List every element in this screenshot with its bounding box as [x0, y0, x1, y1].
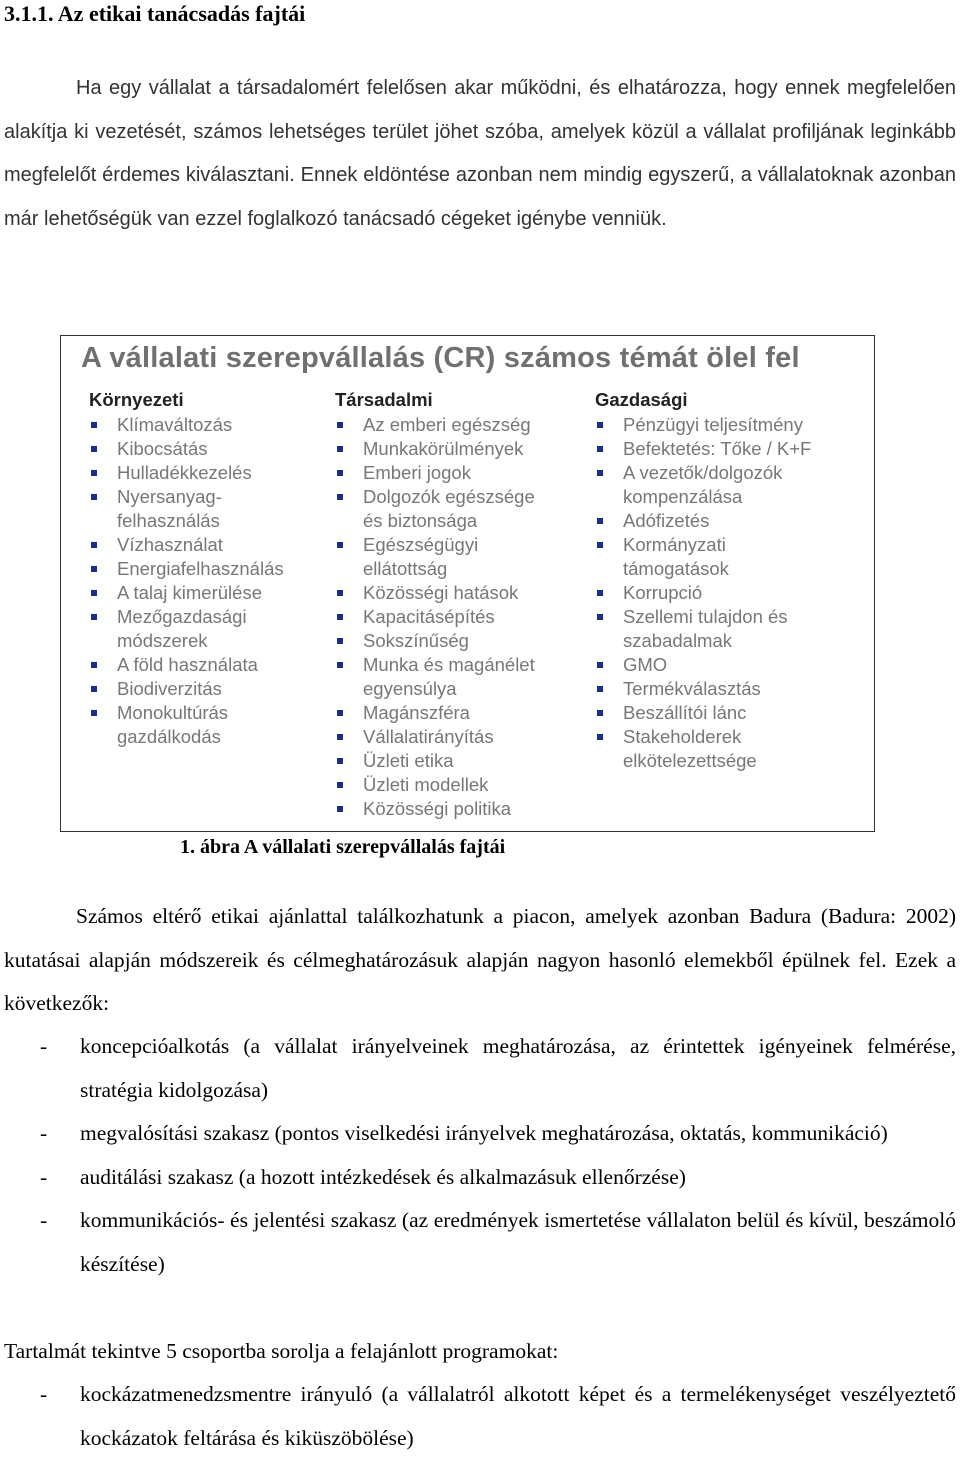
figure-list-item	[335, 461, 535, 485]
square-bullet-icon	[337, 590, 343, 596]
square-bullet-icon	[597, 662, 603, 668]
square-bullet-icon	[91, 422, 97, 428]
dash-marker: -	[40, 1382, 48, 1406]
figure-list-item	[595, 605, 811, 653]
square-bullet-icon	[597, 422, 603, 428]
figure-list-item	[595, 677, 811, 701]
intro-paragraph-text: Ha egy vállalat a társadalomért felelősen akar működni, és elhatározza, hogy ennek megfelelően alakítja ki vezetését, számos lehetséges terület jöhet szóba, amelyek közül a vállalat profiljának leginkább megfelelőt érdemes kiválasztani. Ennek eldöntése azonban nem mindig egyszerű, a vállalatoknak azonban már lehetőségük van ezzel foglalkozó tanácsadó cégeket igénybe venniük.	[4, 77, 956, 230]
figure-list-item	[335, 485, 535, 533]
figure-list-item	[335, 701, 535, 725]
square-bullet-icon	[337, 734, 343, 740]
figure-list-item	[335, 749, 535, 773]
figure-list-item-text: és biztonsága	[363, 510, 478, 531]
figure-list-item	[335, 653, 535, 701]
figure-list-item	[335, 725, 535, 749]
column-heading: Társadalmi	[335, 389, 433, 410]
figure-list-item-text: Dolgozók egészsége	[363, 486, 535, 507]
groups-list	[4, 1373, 956, 1460]
square-bullet-icon	[337, 638, 343, 644]
square-bullet-icon	[597, 734, 603, 740]
list-item-text: kockázatmenedzsmentre irányuló (a vállalatról alkotott képet és a termelékenységet veszélyeztető kockázatok feltárása és kiküszöbölése)	[80, 1382, 956, 1450]
figure-list-item	[595, 653, 811, 677]
figure-list-item-text: egyensúlya	[363, 678, 457, 699]
intro-paragraph	[4, 67, 956, 241]
square-bullet-icon	[337, 662, 343, 668]
figure-list-item-text: Emberi jogok	[363, 462, 471, 483]
column-heading: Gazdasági	[595, 389, 688, 410]
square-bullet-icon	[337, 422, 343, 428]
figure-list-item-text: támogatások	[623, 558, 729, 579]
figure-list-item-text: Üzleti etika	[363, 750, 454, 771]
list-item	[4, 1373, 956, 1460]
list-item-text: auditálási szakasz (a hozott intézkedések és alkalmazásuk ellenőrzése)	[80, 1164, 686, 1189]
figure-list-item-text: Az emberi egészség	[363, 414, 531, 435]
figure-list-item	[89, 485, 284, 533]
figure-list-item-text: Biodiverzitás	[117, 678, 222, 699]
square-bullet-icon	[91, 494, 97, 500]
square-bullet-icon	[597, 446, 603, 452]
square-bullet-icon	[337, 782, 343, 788]
column-list	[89, 413, 284, 749]
figure-list-item-text: Munkakörülmények	[363, 438, 524, 459]
square-bullet-icon	[597, 710, 603, 716]
figure-title: A vállalati szerepvállalás (CR) számos témát ölel fel	[81, 342, 800, 374]
figure-list-item-text: Energiafelhasználás	[117, 558, 284, 579]
figure-list-item	[89, 557, 284, 581]
figure-list-item-text: Sokszínűség	[363, 630, 469, 651]
figure-list-item	[89, 653, 284, 677]
square-bullet-icon	[91, 590, 97, 596]
figure-column-economic	[595, 388, 811, 773]
figure-list-item	[595, 701, 811, 725]
figure-list-item	[595, 461, 811, 509]
groups-intro: Tartalmát tekintve 5 csoportba sorolja a felajánlott programokat:	[4, 1339, 559, 1363]
column-heading: Környezeti	[89, 389, 184, 410]
figure-list-item	[89, 581, 284, 605]
figure-list-item	[335, 605, 535, 629]
figure-list-item-text: Stakeholderek	[623, 726, 742, 747]
square-bullet-icon	[337, 710, 343, 716]
square-bullet-icon	[337, 758, 343, 764]
figure-column-social	[335, 388, 535, 821]
figure-list-item-text: Kapacitásépítés	[363, 606, 495, 627]
list-item-text: koncepcióalkotás (a vállalat irányelveinek meghatározása, az érintettek igényeinek felmérése, stratégia kidolgozása)	[80, 1034, 956, 1102]
figure-list-item	[595, 533, 811, 581]
figure-list-item	[595, 725, 811, 773]
list-item-text: megvalósítási szakasz (pontos viselkedési irányelvek meghatározása, oktatás, kommunikáció)	[80, 1121, 888, 1145]
figure-list-item-text: kompenzálása	[623, 486, 743, 507]
figure-list-item-text: Kibocsátás	[117, 438, 208, 459]
figure-list-item-text: Közösségi hatások	[363, 582, 519, 603]
figure-list-item	[335, 629, 535, 653]
column-list	[335, 413, 535, 821]
square-bullet-icon	[597, 614, 603, 620]
figure-list-item-text: módszerek	[117, 630, 208, 651]
figure-list-item	[89, 437, 284, 461]
square-bullet-icon	[91, 710, 97, 716]
figure-list-item	[89, 533, 284, 557]
figure-list-item-text: Befektetés: Tőke / K+F	[623, 438, 812, 459]
list-item	[4, 1112, 956, 1156]
phases-list	[4, 1025, 956, 1286]
figure-list-item	[335, 437, 535, 461]
figure-list-item-text: Magánszféra	[363, 702, 470, 723]
square-bullet-icon	[597, 686, 603, 692]
figure-list-item-text: elkötelezettsége	[623, 750, 757, 771]
square-bullet-icon	[91, 542, 97, 548]
figure-list-item-text: Egészségügyi	[363, 534, 479, 555]
figure-list-item-text: gazdálkodás	[117, 726, 221, 747]
figure-list-item	[89, 461, 284, 485]
figure-list-item-text: Vízhasználat	[117, 534, 223, 555]
figure-list-item-text: Mezőgazdasági	[117, 606, 247, 627]
figure-list-item-text: Kormányzati	[623, 534, 726, 555]
figure-list-item-text: Hulladékkezelés	[117, 462, 252, 483]
figure-list-item	[595, 509, 811, 533]
figure-list-item	[335, 797, 535, 821]
square-bullet-icon	[597, 590, 603, 596]
list-item	[4, 1156, 956, 1200]
figure-list-item	[335, 581, 535, 605]
figure-list-item	[335, 413, 535, 437]
square-bullet-icon	[597, 542, 603, 548]
square-bullet-icon	[91, 470, 97, 476]
square-bullet-icon	[91, 614, 97, 620]
square-bullet-icon	[597, 518, 603, 524]
figure-list-item	[335, 773, 535, 797]
square-bullet-icon	[337, 470, 343, 476]
figure-list-item	[595, 581, 811, 605]
figure-list-item	[595, 437, 811, 461]
figure-list-item-text: Szellemi tulajdon és	[623, 606, 788, 627]
figure-list-item-text: GMO	[623, 654, 668, 675]
square-bullet-icon	[337, 542, 343, 548]
figure-list-item-text: szabadalmak	[623, 630, 733, 651]
figure-list-item-text: Vállalatirányítás	[363, 726, 494, 747]
figure-list-item	[89, 413, 284, 437]
figure-list-item-text: A vezetők/dolgozók	[623, 462, 783, 483]
list-item	[4, 1199, 956, 1286]
figure-list-item-text: Pénzügyi teljesítmény	[623, 414, 803, 435]
square-bullet-icon	[337, 446, 343, 452]
figure-list-item	[595, 413, 811, 437]
figure-list-item-text: Üzleti modellek	[363, 774, 489, 795]
square-bullet-icon	[597, 470, 603, 476]
figure-list-item	[89, 701, 284, 749]
figure-list-item-text: felhasználás	[117, 510, 220, 531]
figure-list-item-text: Monokultúrás	[117, 702, 229, 723]
square-bullet-icon	[337, 614, 343, 620]
figure-list-item-text: Munka és magánélet	[363, 654, 535, 675]
column-list	[595, 413, 811, 773]
figure-list-item-text: A talaj kimerülése	[117, 582, 262, 603]
second-paragraph-text: Számos eltérő etikai ajánlattal találkozhatunk a piacon, amelyek azonban Badura (Badura: 2002) kutatásai alapján módszereik és célmeghatározásuk alapján nagyon hasonló elemekből épülnek fel. Ezek a következők:	[4, 904, 956, 1015]
square-bullet-icon	[91, 446, 97, 452]
list-item	[4, 1025, 956, 1112]
figure-list-item-text: A föld használata	[117, 654, 258, 675]
dash-marker: -	[40, 1034, 48, 1058]
section-heading: 3.1.1. Az etikai tanácsadás fajtái	[4, 1, 306, 26]
dash-marker: -	[40, 1121, 48, 1145]
figure-list-item	[89, 677, 284, 701]
figure-list-item-text: ellátottság	[363, 558, 448, 579]
figure-list-item-text: Korrupció	[623, 582, 703, 603]
figure-list-item-text: Termékválasztás	[623, 678, 761, 699]
figure-caption: 1. ábra A vállalati szerepvállalás fajtái	[180, 836, 506, 858]
cr-topics-figure	[60, 335, 875, 832]
figure-list-item-text: Adófizetés	[623, 510, 710, 531]
square-bullet-icon	[337, 494, 343, 500]
figure-list-item-text: Beszállítói lánc	[623, 702, 747, 723]
second-paragraph	[4, 895, 956, 1026]
figure-list-item	[89, 605, 284, 653]
figure-list-item	[335, 533, 535, 581]
figure-list-item-text: Klímaváltozás	[117, 414, 233, 435]
square-bullet-icon	[91, 686, 97, 692]
figure-column-environmental	[89, 388, 284, 749]
dash-marker: -	[40, 1208, 48, 1232]
square-bullet-icon	[91, 566, 97, 572]
dash-marker: -	[40, 1164, 48, 1189]
square-bullet-icon	[91, 662, 97, 668]
square-bullet-icon	[337, 806, 343, 812]
figure-list-item-text: Nyersanyag-	[117, 486, 222, 507]
figure-list-item-text: Közösségi politika	[363, 798, 512, 819]
list-item-text: kommunikációs- és jelentési szakasz (az eredmények ismertetése vállalaton belül és kívül, beszámoló készítése)	[80, 1208, 956, 1276]
